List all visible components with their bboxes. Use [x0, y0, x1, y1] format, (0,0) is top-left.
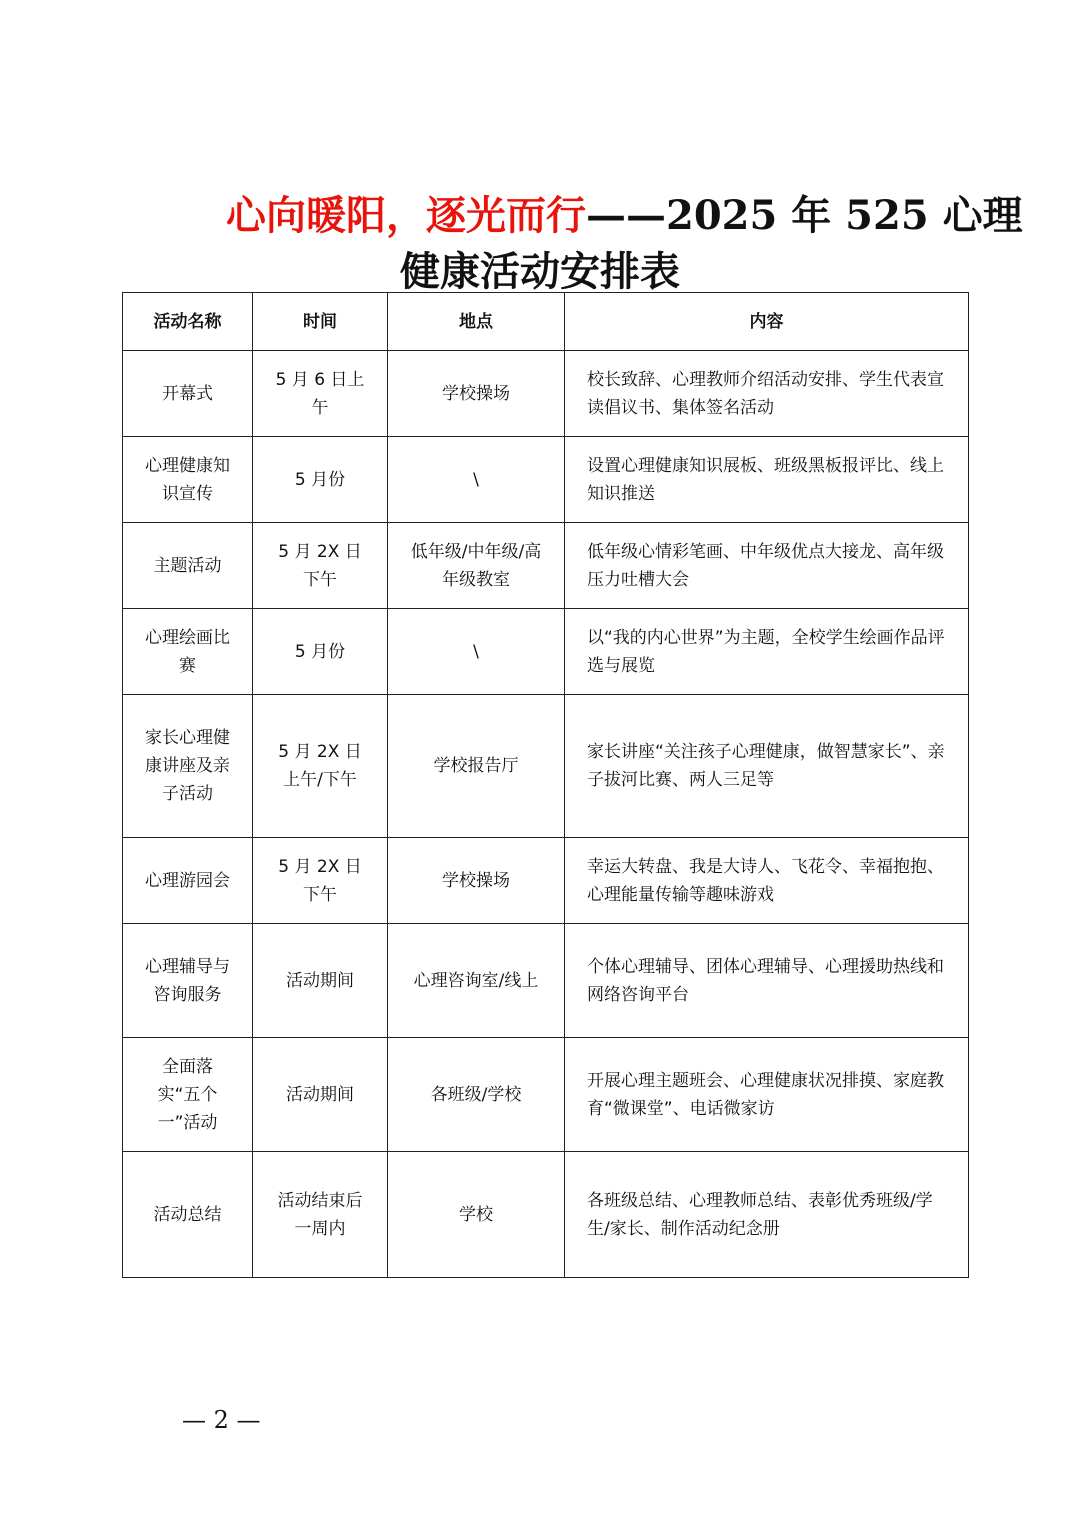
table-row — [123, 523, 969, 609]
header-content: 内容 — [565, 293, 969, 351]
cell-time: 活动期间 — [253, 1038, 388, 1152]
table-row — [123, 838, 969, 924]
table-header-row — [123, 293, 969, 351]
title-theme: 心向暖阳，逐光而行 — [226, 192, 586, 239]
title-event: ——2025 年 525 心理 — [586, 192, 1023, 239]
cell-activity-name: 心理绘画比赛 — [123, 609, 253, 695]
table-row — [123, 351, 969, 437]
cell-time: 5 月 2X 日下午 — [253, 838, 388, 924]
cell-activity-name: 家长心理健康讲座及亲子活动 — [123, 695, 253, 838]
cell-activity-name: 主题活动 — [123, 523, 253, 609]
cell-location: 学校报告厅 — [388, 695, 565, 838]
cell-time: 5 月份 — [253, 437, 388, 523]
cell-location: 学校 — [388, 1152, 565, 1278]
cell-content: 家长讲座“关注孩子心理健康，做智慧家长”、亲子拔河比赛、两人三足等 — [565, 695, 969, 838]
cell-activity-name: 心理游园会 — [123, 838, 253, 924]
header-location: 地点 — [388, 293, 565, 351]
cell-location: \ — [388, 437, 565, 523]
table-row — [123, 695, 969, 838]
table-row — [123, 437, 969, 523]
cell-time: 5 月 6 日上午 — [253, 351, 388, 437]
cell-content: 校长致辞、心理教师介绍活动安排、学生代表宣读倡议书、集体签名活动 — [565, 351, 969, 437]
page-title-line-1 — [226, 190, 1023, 242]
page-number: — 2 — — [182, 1406, 261, 1434]
cell-content: 幸运大转盘、我是大诗人、飞花令、幸福抱抱、心理能量传输等趣味游戏 — [565, 838, 969, 924]
table-row — [123, 924, 969, 1038]
cell-content: 设置心理健康知识展板、班级黑板报评比、线上知识推送 — [565, 437, 969, 523]
cell-location: 低年级/中年级/高年级教室 — [388, 523, 565, 609]
cell-time: 5 月 2X 日上午/下午 — [253, 695, 388, 838]
cell-location: 学校操场 — [388, 838, 565, 924]
header-time: 时间 — [253, 293, 388, 351]
table-row — [123, 1038, 969, 1152]
cell-time: 活动期间 — [253, 924, 388, 1038]
activity-schedule-table — [122, 292, 969, 1278]
cell-location: 各班级/学校 — [388, 1038, 565, 1152]
cell-location: 心理咨询室/线上 — [388, 924, 565, 1038]
cell-activity-name: 心理健康知识宣传 — [123, 437, 253, 523]
cell-activity-name: 活动总结 — [123, 1152, 253, 1278]
cell-location: 学校操场 — [388, 351, 565, 437]
cell-content: 个体心理辅导、团体心理辅导、心理援助热线和网络咨询平台 — [565, 924, 969, 1038]
header-activity-name: 活动名称 — [123, 293, 253, 351]
cell-content: 开展心理主题班会、心理健康状况排摸、家庭教育“微课堂”、电话微家访 — [565, 1038, 969, 1152]
cell-content: 低年级心情彩笔画、中年级优点大接龙、高年级压力吐槽大会 — [565, 523, 969, 609]
cell-content: 以“我的内心世界”为主题，全校学生绘画作品评选与展览 — [565, 609, 969, 695]
cell-location: \ — [388, 609, 565, 695]
cell-time: 5 月份 — [253, 609, 388, 695]
table-row — [123, 1152, 969, 1278]
page-title-line-2: 健康活动安排表 — [400, 248, 680, 295]
cell-activity-name: 开幕式 — [123, 351, 253, 437]
cell-activity-name: 心理辅导与咨询服务 — [123, 924, 253, 1038]
cell-time: 活动结束后一周内 — [253, 1152, 388, 1278]
table-row — [123, 609, 969, 695]
cell-time: 5 月 2X 日下午 — [253, 523, 388, 609]
cell-activity-name: 全面落实“五个一”活动 — [123, 1038, 253, 1152]
cell-content: 各班级总结、心理教师总结、表彰优秀班级/学生/家长、制作活动纪念册 — [565, 1152, 969, 1278]
